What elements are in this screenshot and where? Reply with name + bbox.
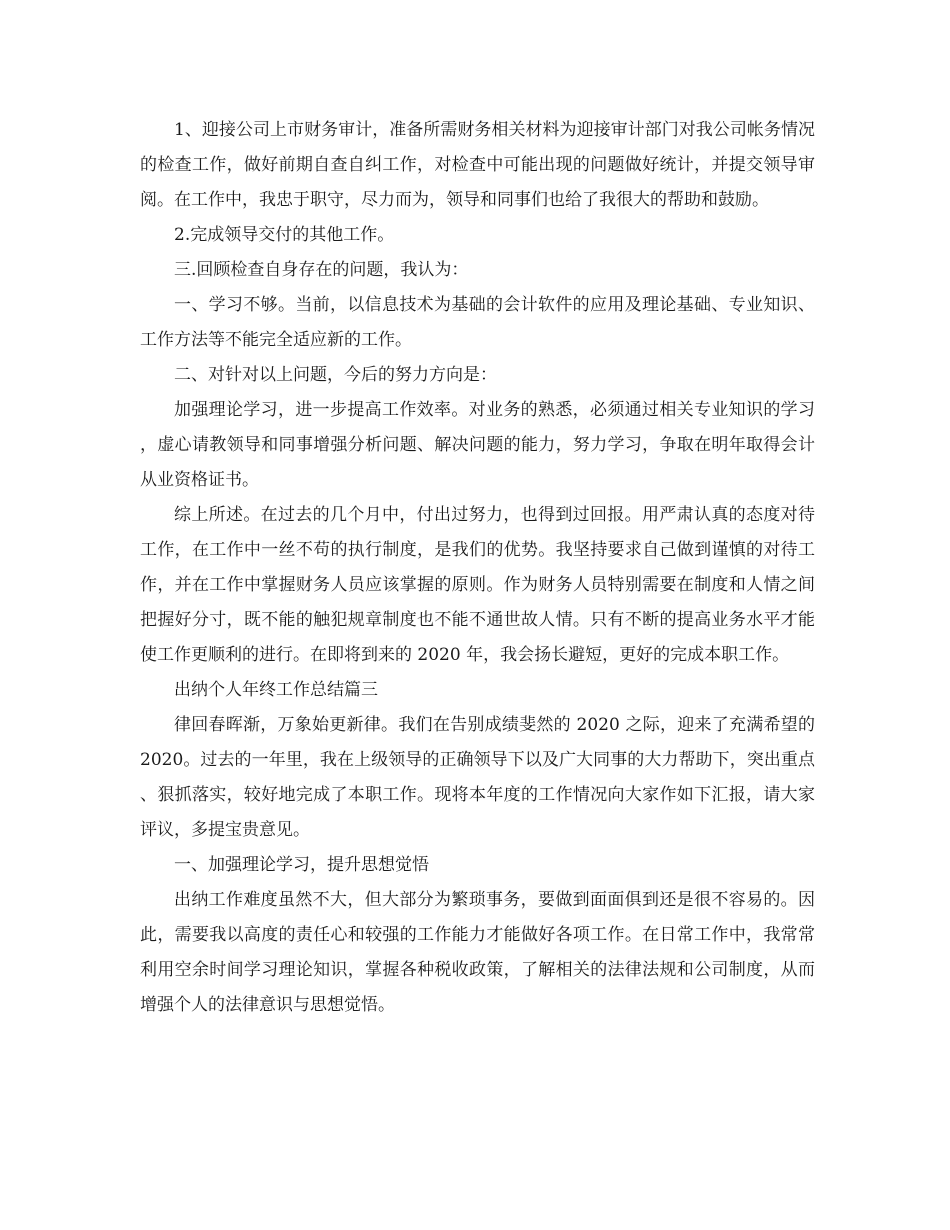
paragraph-summary: 综上所述。在过去的几个月中，付出过努力，也得到过回报。用严肃认真的态度对待工作，在工作中一丝不苟的执行制度，是我们的优势。我坚持要求自己做到谨慎的对待工作，并在工作中掌握财务人员应该掌握的原则。作为财务人员特别需要在制度和人情之间把握好分寸，既不能的触犯规章制度也不能不通世故人情。只有不断的提高业务水平才能使工作更顺利的进行。在即将到来的 2020 年，我会扬长避短，更好的完成本职工作。 [140, 505, 815, 665]
heading-theory-study: 一、加强理论学习，提升思想觉悟 [174, 855, 429, 875]
section-title-part-three: 出纳个人年终工作总结篇三 [174, 680, 378, 700]
paragraph-other-tasks: 2.完成领导交付的其他工作。 [174, 225, 395, 245]
document-body [140, 113, 815, 1023]
paragraph-insufficient-study: 一、学习不够。当前，以信息技术为基础的会计软件的应用及理论基础、专业知识、工作方法等不能完全适应新的工作。 [140, 295, 815, 350]
paragraph-cashier-work: 出纳工作难度虽然不大，但大部分为繁琐事务，要做到面面俱到还是很不容易的。因此，需要我以高度的责任心和较强的工作能力才能做好各项工作。在日常工作中，我常常利用空余时间学习理论知识，掌握各种税收政策，了解相关的法律法规和公司制度，从而增强个人的法律意识与思想觉悟。 [140, 890, 815, 1015]
paragraph-strengthen-learning: 加强理论学习，进一步提高工作效率。对业务的熟悉，必须通过相关专业知识的学习，虚心请教领导和同事增强分析问题、解决问题的能力，努力学习，争取在明年取得会计从业资格证书。 [140, 400, 815, 490]
paragraph-review-heading: 三.回顾检查自身存在的问题，我认为： [174, 260, 469, 280]
paragraph-audit-preparation: 1、迎接公司上市财务审计，准备所需财务相关材料为迎接审计部门对我公司帐务情况的检查工作，做好前期自查自纠工作，对检查中可能出现的问题做好统计，并提交领导审阅。在工作中，我忠于职守，尽力而为，领导和同事们也给了我很大的帮助和鼓励。 [140, 120, 815, 210]
paragraph-improvement-direction: 二、对针对以上问题，今后的努力方向是： [174, 365, 497, 385]
paragraph-year-intro: 律回春晖渐，万象始更新律。我们在告别成绩斐然的 2020 之际，迎来了充满希望的 2020。过去的一年里，我在上级领导的正确领导下以及广大同事的大力帮助下，突出重点、狠抓落实，较好地完成了本职工作。现将本年度的工作情况向大家作如下汇报，请大家评议，多提宝贵意见。 [140, 715, 815, 840]
